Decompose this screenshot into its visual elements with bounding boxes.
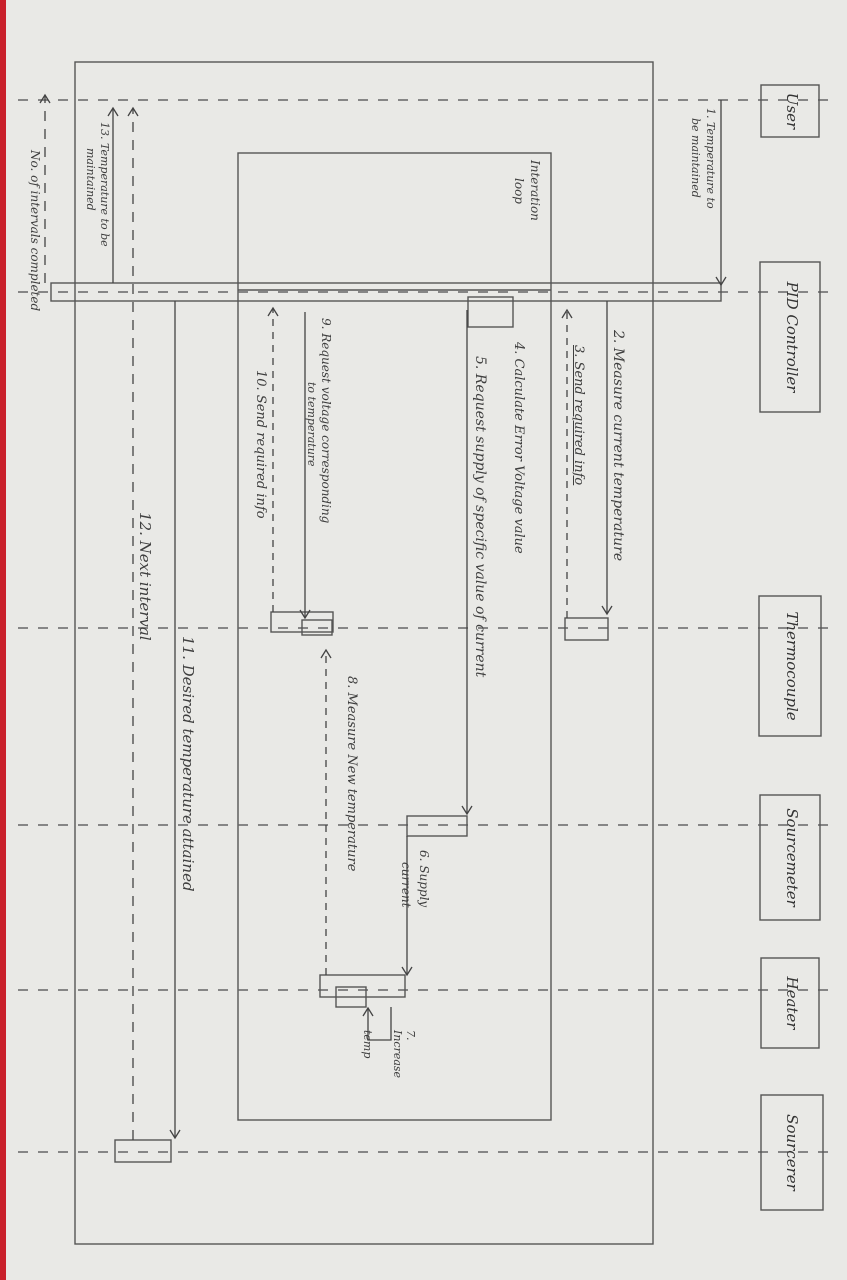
message-10: 10. Send required info [253,370,268,519]
activation-thermo-a [565,618,608,640]
paper-sheet [6,0,847,1280]
participant-thermo-label: Thermocouple [783,611,801,721]
participant-sourcemeter-label: Sourcemeter [783,808,801,907]
message-11: 11. Desired temperature attained [179,636,197,892]
message-7-line3: temp [361,1030,374,1059]
message-3: 3. Send required info [571,345,586,486]
participant-user-label: User [783,92,801,130]
activation-sources [115,1140,171,1162]
message-9-line2: to temperature [305,382,318,467]
message-8: 8. Measure New temperature [344,676,359,872]
activation-sourcemeter [407,816,467,836]
participant-heater-label: Heater [783,976,801,1030]
message-9-line1: 9. Request voltage corresponding [319,318,333,524]
message-6-line1: 6. Supply [417,850,431,908]
message-14: No. of intervals completed [28,150,42,312]
activation-heater-a [320,975,405,997]
message-2: 2. Measure current temperature [610,330,626,562]
message-1-line2: be maintained [689,118,702,198]
participant-sources-label: Sourcerer [783,1114,801,1191]
sequence-diagram [6,0,847,1280]
message-13-line2: maintained [84,148,97,211]
message-6-line2: current [399,862,413,908]
message-7-line1: 7. [404,1030,417,1041]
message-13-line1: 13. Temperature to be [98,122,111,247]
participant-pid-label: PID Controller [783,281,801,393]
message-1-line1: 1. Temperature to [704,108,717,209]
message-4: 4. Calculate Error Voltage value [511,342,526,554]
message-7-line2: Increase [391,1030,404,1079]
loop-label-line1: Interation [528,160,542,221]
diagram-lines [6,0,847,1280]
message-12: 12. Next interval [136,512,154,641]
message-5: 5. Request supply of specific value of current [472,356,488,678]
loop-label-line2: loop [512,178,526,204]
outer-frame [75,62,653,1244]
